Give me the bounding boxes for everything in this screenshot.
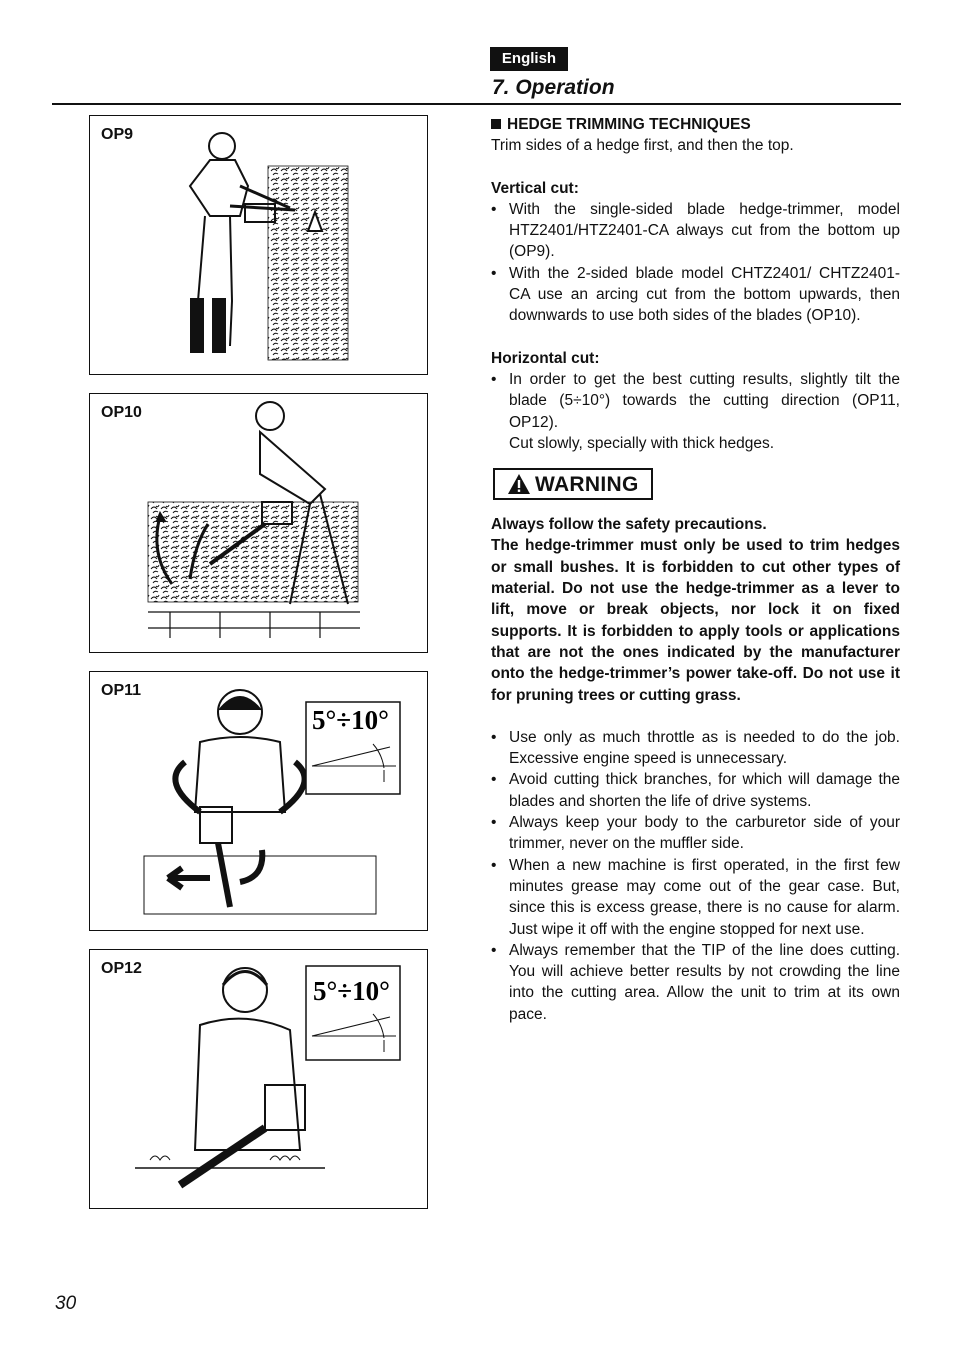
figure-op9 xyxy=(89,115,428,375)
arcing-cut-illustration xyxy=(90,394,429,654)
list-item: • With the 2-sided blade model CHTZ2401/ CHTZ2401-CA use an arcing cut from the bottom upwards, then downwards to use both sides of the blades (OP10). xyxy=(491,263,900,327)
angle-label: 5°÷10° xyxy=(313,976,390,1006)
vertical-cut-title: Vertical cut: xyxy=(491,179,579,197)
angle-label: 5°÷10° xyxy=(312,705,389,735)
list-item: • With the single-sided blade hedge-trimmer, model HTZ2401/HTZ2401-CA always cut from the bottom up (OP9). xyxy=(491,199,900,263)
list-item: • Avoid cutting thick branches, for which will damage the blades and shorten the life of drive systems. xyxy=(491,769,900,812)
header-divider xyxy=(52,103,901,105)
figure-op11 xyxy=(89,671,428,931)
page-number: 30 xyxy=(55,1293,77,1314)
horizontal-cut-title: Horizontal cut: xyxy=(491,349,600,367)
warning-triangle-icon xyxy=(507,473,531,495)
list-item: • When a new machine is first operated, in the first few minutes grease may come out of the gear case. But, since this is excess grease, there is no cause for alarm. Just wipe it off with the engine stopped for next use. xyxy=(491,855,900,940)
warning-label: WARNING xyxy=(535,472,639,496)
instructions-column xyxy=(491,114,900,1025)
tilted-blade-front-illustration xyxy=(90,672,429,932)
tilted-blade-side-illustration xyxy=(90,950,429,1210)
figure-op12 xyxy=(89,949,428,1209)
vertical-cut-illustration xyxy=(90,116,429,376)
section-title: 7. Operation xyxy=(492,76,615,99)
section-heading xyxy=(491,114,900,135)
figure-op10 xyxy=(89,393,428,653)
language-badge: English xyxy=(490,47,568,71)
figure-label: OP11 xyxy=(101,682,142,699)
horizontal-cut-list xyxy=(491,369,900,454)
warning-box xyxy=(493,468,653,500)
list-item: • Always remember that the TIP of the line does cutting. You will achieve better results by not crowding the line into the cutting area. Allow the unit to trim at its own pace. xyxy=(491,940,900,1025)
vertical-cut-list xyxy=(491,199,900,327)
figure-label: OP9 xyxy=(101,126,134,143)
list-item-note: Cut slowly, specially with thick hedges. xyxy=(509,434,775,452)
square-bullet-icon xyxy=(491,119,501,129)
list-item xyxy=(491,369,900,454)
tips-list xyxy=(491,727,900,1025)
list-item: • Always keep your body to the carburetor side of your trimmer, never on the muffler side. xyxy=(491,812,900,855)
intro-text: Trim sides of a hedge first, and then the top. xyxy=(491,137,794,155)
list-item: • Use only as much throttle as is needed to do the job. Excessive engine speed is unnecessary. xyxy=(491,727,900,770)
figure-label: OP12 xyxy=(101,960,142,977)
list-item-text: In order to get the best cutting results, slightly tilt the blade (5÷10°) towards the cutting direction (OP11, OP12). xyxy=(509,370,900,431)
figure-label: OP10 xyxy=(101,404,142,421)
warning-first-line: Always follow the safety precautions. xyxy=(491,516,767,534)
heading-text: HEDGE TRIMMING TECHNIQUES xyxy=(507,116,751,133)
warning-body: The hedge-trimmer must only be used to trim hedges or small bushes. It is forbidden to cut other types of material. Do not use the hedge-trimmer as a lever to lift, move or break objects, nor lock it on fixed supports. It is forbidden to apply tools or applications that are not the ones indicated by the manufacturer onto the hedge-trimmer’s power take-off. Do not use it for pruning trees or cutting grass. xyxy=(491,537,900,704)
